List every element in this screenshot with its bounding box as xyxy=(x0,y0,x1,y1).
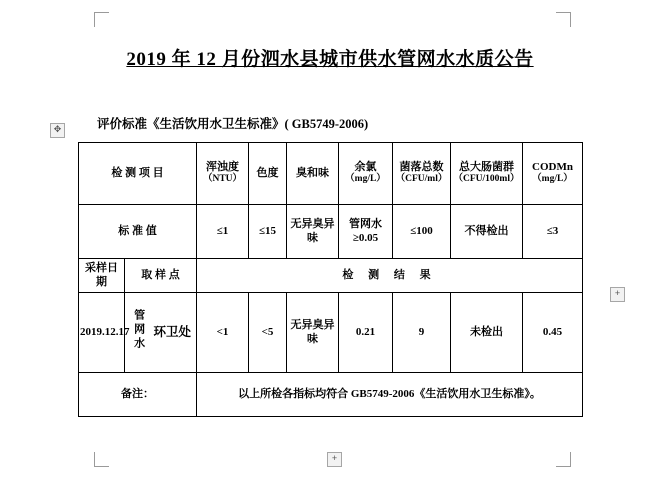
subheader-site-label: 取 样 点 xyxy=(125,259,197,293)
header-odor-label: 臭和味 xyxy=(296,166,329,179)
margin-mark-top-right xyxy=(556,12,571,27)
note-label: 备注： xyxy=(79,373,197,417)
header-cell-odor xyxy=(287,143,339,205)
standard-bacteria-count: ≤100 xyxy=(393,205,451,259)
note-text: 以上所检各指标均符合 GB5749-2006《生活饮用水卫生标准》。 xyxy=(197,373,583,417)
margin-mark-bottom-right xyxy=(556,452,571,467)
header-cell-residual-chlorine xyxy=(339,143,393,205)
standard-odor: 无异臭异味 xyxy=(287,205,339,259)
subheader-date-label: 采样日期 xyxy=(79,259,125,293)
header-cell-chroma xyxy=(249,143,287,205)
data-sample-site-cell xyxy=(125,293,197,373)
header-coliform-unit: （CFU/100ml） xyxy=(453,174,520,185)
data-coliform: 未检出 xyxy=(451,293,523,373)
table-resize-handle-right[interactable]: + xyxy=(610,287,625,302)
page-title xyxy=(0,44,660,71)
table-row xyxy=(79,293,583,373)
header-coliform-label: 总大肠菌群 xyxy=(459,160,514,173)
standard-residual-chlorine: 管网水 ≥0.05 xyxy=(339,205,393,259)
page-title-text: 2019 年 12 月份泗水县城市供水管网水水质公告 xyxy=(126,49,534,70)
header-cell-turbidity xyxy=(197,143,249,205)
table-row xyxy=(79,259,583,293)
header-bacteria-count-label: 菌落总数 xyxy=(399,160,444,173)
header-cell-coliform xyxy=(451,143,523,205)
data-sample-type: 管网水 xyxy=(132,309,145,352)
table-row xyxy=(79,205,583,259)
header-residual-chlorine-unit: （mg/L） xyxy=(345,174,386,185)
table-resize-handle-bottom[interactable]: + xyxy=(327,452,342,467)
standard-chroma: ≤15 xyxy=(249,205,287,259)
standard-codmn: ≤3 xyxy=(523,205,583,259)
header-chroma-label: 色度 xyxy=(256,166,279,179)
data-turbidity: <1 xyxy=(197,293,249,373)
data-odor: 无异臭异味 xyxy=(287,293,339,373)
margin-mark-top-left xyxy=(94,12,109,27)
standard-coliform: 不得检出 xyxy=(451,205,523,259)
header-bacteria-count-unit: （CFU/ml） xyxy=(395,174,448,185)
header-cell-item: 检 测 项 目 xyxy=(79,143,197,205)
header-cell-bacteria-count xyxy=(393,143,451,205)
header-turbidity-unit: （NTU） xyxy=(202,174,243,185)
subheader-result-label: 检 测 结 果 xyxy=(197,259,583,293)
header-turbidity-label: 浑浊度 xyxy=(206,160,239,173)
header-residual-chlorine-label: 余氯 xyxy=(354,160,377,173)
table-move-handle[interactable]: ✥ xyxy=(50,123,65,138)
table-row xyxy=(79,143,583,205)
header-codmn-label: CODMn xyxy=(532,160,573,173)
water-quality-table xyxy=(78,142,583,417)
data-residual-chlorine: 0.21 xyxy=(339,293,393,373)
header-cell-codmn xyxy=(523,143,583,205)
header-codmn-unit: （mg/L） xyxy=(532,174,573,185)
data-chroma: <5 xyxy=(249,293,287,373)
margin-mark-bottom-left xyxy=(94,452,109,467)
data-sample-date: 2019.12.17 xyxy=(79,293,125,373)
standard-turbidity: ≤1 xyxy=(197,205,249,259)
data-bacteria-count: 9 xyxy=(393,293,451,373)
data-codmn: 0.45 xyxy=(523,293,583,373)
standard-row-label: 标 准 值 xyxy=(79,205,197,259)
data-sample-site: 环卫处 xyxy=(153,324,191,339)
table-row xyxy=(79,373,583,417)
evaluation-standard-line: 评价标准《生活饮用水卫生标准》( GB5749-2006) xyxy=(97,117,369,131)
